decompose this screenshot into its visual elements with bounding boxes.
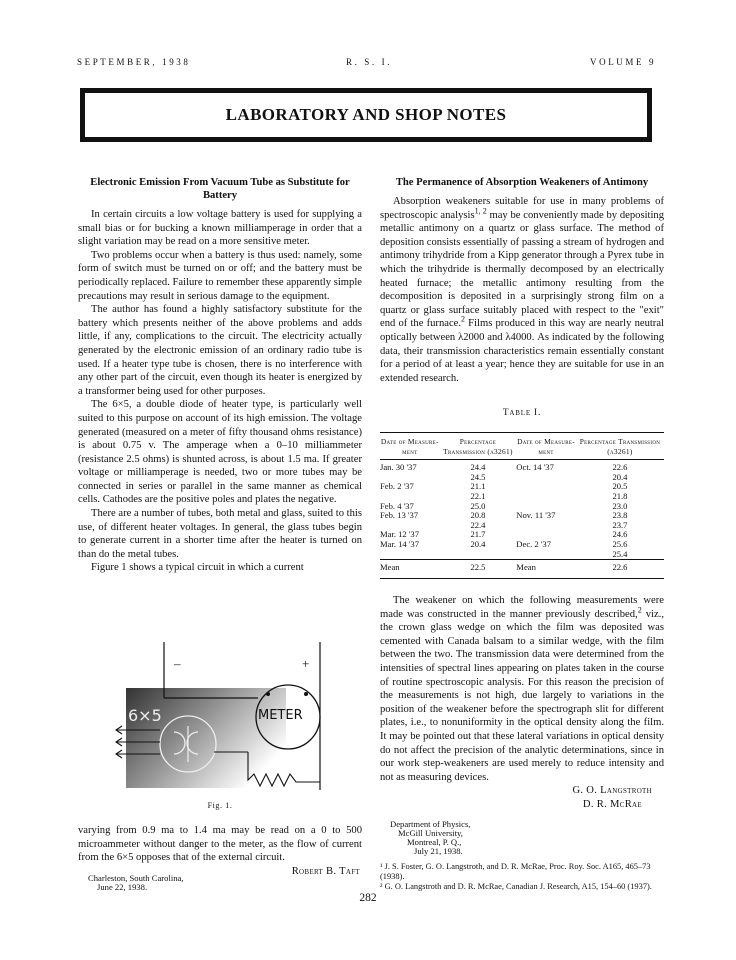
- mean-label-right: Mean: [516, 560, 576, 579]
- positive-terminal-label: +: [302, 656, 310, 671]
- table-grid: [380, 432, 664, 579]
- left-article: [78, 176, 362, 575]
- footnote-1: ¹ J. S. Foster, G. O. Langstroth, and D. R. McRae, Proc. Roy. Soc. A165, 465–73 (1938).: [380, 862, 651, 881]
- right-p1-text-a: Absorption weakeners suitable for use in many problems of spectroscopic analysis: [380, 196, 664, 221]
- left-values-cell: 24.4 24.5 21.1 22.1 25.0 20.8 22.4 21.7 20.4: [470, 462, 486, 549]
- left-author: Robert B. Taft: [291, 865, 360, 877]
- left-paragraph-7: varying from 0.9 ma to 1.4 ma may be read on a 0 to 500 microammeter without danger to the meter, as the flow of current from the 6×5 opposes that of the external circuit.: [78, 825, 362, 864]
- meter-label: METER: [258, 708, 303, 723]
- mean-label-left: Mean: [380, 560, 440, 579]
- left-article-end: [78, 824, 362, 878]
- photo-shading: [126, 688, 286, 788]
- footnote-ref-2b: 2: [637, 605, 642, 615]
- footnote-2: ² G. O. Langstroth and D. R. McRae, Canadian J. Research, A15, 154–60 (1937).: [380, 882, 652, 891]
- col-header-date-1: Date of Measure-ment: [380, 433, 440, 460]
- footnote-ref-1-2: 1, 2: [474, 206, 487, 216]
- col-header-transmission-1: Percentage Transmission (λ3261): [440, 433, 517, 460]
- meter-terminal-left: [266, 692, 270, 696]
- right-paragraph-1: [380, 195, 664, 385]
- right-p2-text-a: The weakener on which the following measurements were made was constructed in the manner previously described,: [380, 595, 664, 620]
- right-p2-text-b: viz., the crown glass wedge on which the film was deposited was cemented with Canada balsam to a similar wedge, with the film between the two. The transmission data were determined from the intensities of spectral lines appearing on plates taken in the course of routine spectroscopic analysis. For this reason the precision of the measurements is not high, due largely to variations in the position of the weakener before the spectrograph slit for different plates, i.e., to nonuniformity in the optical density along the film. It may be pointed out that these lateral variations in optical density do not affect the precision of the analytic determinations, since in our work step-weakeners are used merely to reduce intensity and not as measuring devices.: [380, 608, 665, 783]
- left-paragraph-4: The 6×5, a double diode of heater type, is particularly well suited to this purpose on account of its high emission. The voltage generated (measured on a meter of fifty thousand ohms resistance) is about 0.75 v. The amperage when a 0–10 milliammeter (resistance 2.5 ohms) is shunted across, is about 1.5 ma. If greater voltage or milliamperage is needed, two or more tubes may be connected in series or parallel in the same manner as chemical cells. Cathodes are the positive poles and plates the negative.: [78, 399, 362, 506]
- col-header-transmission-2: Percentage Transmission (λ3261): [576, 433, 664, 460]
- footnote-ref-2: 2: [461, 314, 465, 324]
- table-title: Table I.: [502, 408, 542, 418]
- section-title-box: [80, 88, 652, 142]
- left-paragraph-2: Two problems occur when a battery is thus used: namely, some form of switch must be turned on or off; and the battery must be periodically replaced. Failure to remember these apparently simple precautions may result in serious damage to the equipment.: [78, 249, 362, 302]
- left-paragraph-5: There are a number of tubes, both metal and glass, suited to this use, of different heater voltages. In general, the glass tubes begin to generate current in a shorter time after the heater is turned on than do the metal tubes.: [78, 508, 362, 560]
- right-article-title: The Permanence of Absorption Weakeners of Antimony: [395, 177, 649, 188]
- right-paragraph-2: [380, 594, 664, 784]
- right-article-continued: [380, 594, 664, 812]
- right-address-line-3: Montreal, P. Q.,: [407, 837, 462, 847]
- right-author-1: G. O. Langstroth: [572, 785, 652, 797]
- running-header-date: SEPTEMBER, 1938: [77, 57, 191, 67]
- right-address-line-2: McGill University,: [398, 828, 463, 838]
- running-header-journal: R. S. I.: [346, 57, 393, 67]
- left-dates-cell: Jan. 30 '37 Feb. 2 '37 Feb. 4 '37 Feb. 13 '37 Mar. 12 '37 Mar. 14 '37: [380, 462, 420, 549]
- right-author-2: D. R. McRae: [582, 798, 642, 810]
- left-address-line-2: June 22, 1938.: [97, 882, 148, 892]
- mean-value-left: 22.5: [440, 560, 517, 579]
- footnotes: [380, 862, 664, 892]
- right-article: [380, 176, 664, 385]
- left-paragraph-3: The author has found a highly satisfactory substitute for the battery which presents neither of the above problems and adds little, if any, complications to the circuit. The electricity actually generated by the electronic emission of an ordinary radio tube is used. If a heater type tube is chosen, there is no interference with any other part of the circuit, even though its heater is energized by a transformer being used for other purposes.: [78, 304, 362, 397]
- mean-value-right: 22.6: [576, 560, 664, 579]
- right-address-line-4: July 21, 1938.: [414, 846, 463, 856]
- right-p1-text-b: may be conveniently made by depositing metallic antimony on a quartz or glass surface. The method of deposition consists essentially of passing a stream of hydrogen and antimony trihydride from a Kipp generator through a Pyrex tube in which the trihydride is thermally decomposed by an electrically heated furnace; the metallic antimony resulting from the decomposition is deposited in a surprisingly strong film on a quartz or glass surface suitably placed with respect to the "exit" end of the furnace.: [380, 209, 664, 330]
- left-article-title: Electronic Emission From Vacuum Tube as Substitute for Battery: [90, 177, 350, 201]
- figure-1: [108, 642, 338, 800]
- transmission-table: [380, 432, 664, 579]
- col-header-date-2: Date of Measure-ment: [516, 433, 576, 460]
- tube-label: 6×5: [128, 706, 162, 725]
- section-title: LABORATORY AND SHOP NOTES: [225, 105, 507, 124]
- right-values-cell: 22.6 20.4 20.5 21.8 23.0 23.8 23.7 24.6 25.6 25.4: [612, 462, 628, 559]
- meter-terminal-right: [304, 692, 308, 696]
- right-p1-text-c: Films produced in this way are nearly neutral optically between λ2000 and λ4000. As indicated by the following data, their transmission characteristics remain essentially constant for a period of at least a year; hence they are suitable for use in an extended research.: [380, 318, 664, 384]
- page-number: 282: [359, 892, 377, 904]
- right-dates-cell: Oct. 14 '37 Nov. 11 '37 Dec. 2 '37: [516, 462, 556, 549]
- left-paragraph-6: Figure 1 shows a typical circuit in which a current: [91, 562, 304, 574]
- left-paragraph-1: In certain circuits a low voltage battery is used for supplying a small bias or for bucking a known milliamperage in order that a slight variation may be read on a more sensitive meter.: [78, 209, 362, 248]
- negative-terminal-label: –: [174, 656, 181, 671]
- running-header-volume: VOLUME 9: [590, 57, 657, 67]
- left-address-line-1: Charleston, South Carolina,: [88, 873, 184, 883]
- figure-caption: Fig. 1.: [207, 801, 233, 810]
- right-address-line-1: Department of Physics,: [390, 819, 471, 829]
